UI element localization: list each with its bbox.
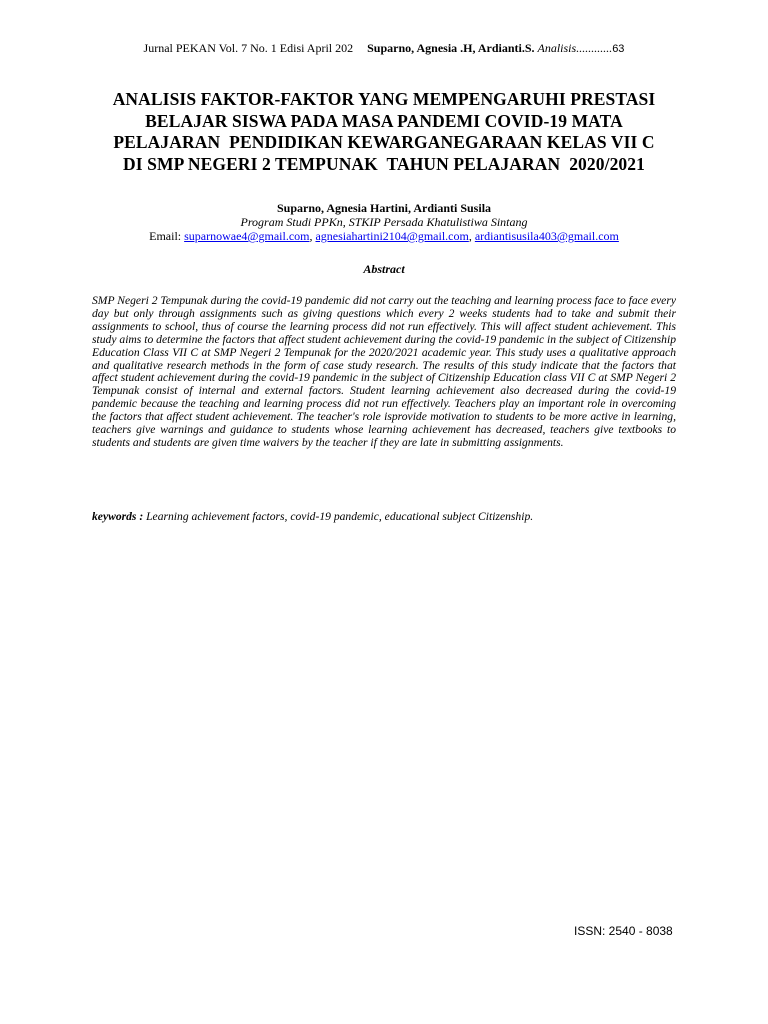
keywords-label: keywords : [92, 510, 144, 523]
author-names: Suparno, Agnesia Hartini, Ardianti Susila [276, 201, 492, 215]
email-line: Email: suparnowae4@gmail.com, agnesiahartini2104@gmail.com, ardiantisusila403@gmail.com [149, 229, 619, 243]
journal-name: Jurnal PEKAN Vol. 7 No. 1 Edisi April 202 [143, 41, 354, 55]
header-short-title: Analisis............ [537, 41, 613, 55]
abstract-heading: Abstract [363, 262, 405, 276]
header-authors: Suparno, Agnesia .H, Ardianti.S. [367, 41, 535, 55]
title-line: DI SMP NEGERI 2 TEMPUNAK TAHUN PELAJARAN 2020/2021 [123, 153, 645, 174]
abstract-body: SMP Negeri 2 Tempunak during the covid-19 pandemic did not carry out the teaching and learning process face to face every day but only through assignments such as giving questions which every 2 weeks students had to take and submit their assignments to school, thus of course the learning process did not run effectively. This will affect student achievement. This study aims to determine the factors that affect student achievement during the covid-19 pandemic in the subject of Citizenship Education Class VII C at SMP Negeri 2 Tempunak for the 2020/2021 academic year. This study uses a qualitative approach and qualitative research methods in the form of case study research. The results of this study indicate that the factors that affect student achievement during the covid-19 pandemic in the subject of Citizenship Education class VII C at SMP Negeri 2 Tempunak consist of internal and external factors. Student learning achievement also decreased during the covid-19 pandemic because the teaching and learning process did not run effectively. Teachers play an important role in overcoming the factors that affect student achievement. The teacher's role isprovide motivation to students to be more active in learning, teachers give warnings and guidance to students whose learning achievement has decreased, teachers give textbooks to students and students are given time waivers by the teacher if they are late in submitting assignments. [92, 294, 676, 449]
email-link-ardianti[interactable]: ardiantisusila403@gmail.com [474, 229, 619, 243]
keywords-text: Learning achievement factors, covid-19 pandemic, educational subject Citizenship. [146, 510, 534, 523]
title-line: ANALISIS FAKTOR-FAKTOR YANG MEMPENGARUHI PRESTASI [112, 89, 656, 109]
title-line: PELAJARAN PENDIDIKAN KEWARGANEGARAAN KELAS VII C [113, 132, 655, 152]
title-line: BELAJAR SISWA PADA MASA PANDEMI COVID-19 MATA [145, 110, 623, 131]
email-link-suparno[interactable]: suparnowae4@gmail.com [184, 229, 310, 243]
running-header [0, 41, 768, 56]
affiliation: Program Studi PPKn, STKIP Persada Khatulistiwa Sintang [240, 215, 528, 229]
email-label: Email: [149, 229, 182, 243]
authors-block [0, 201, 768, 243]
issn: ISSN: 2540 - 8038 [574, 924, 673, 938]
email-link-agnesia[interactable]: agnesiahartini2104@gmail.com [315, 229, 469, 243]
page-number: 63 [612, 43, 625, 55]
keywords [92, 510, 676, 523]
paper-title [70, 89, 698, 175]
